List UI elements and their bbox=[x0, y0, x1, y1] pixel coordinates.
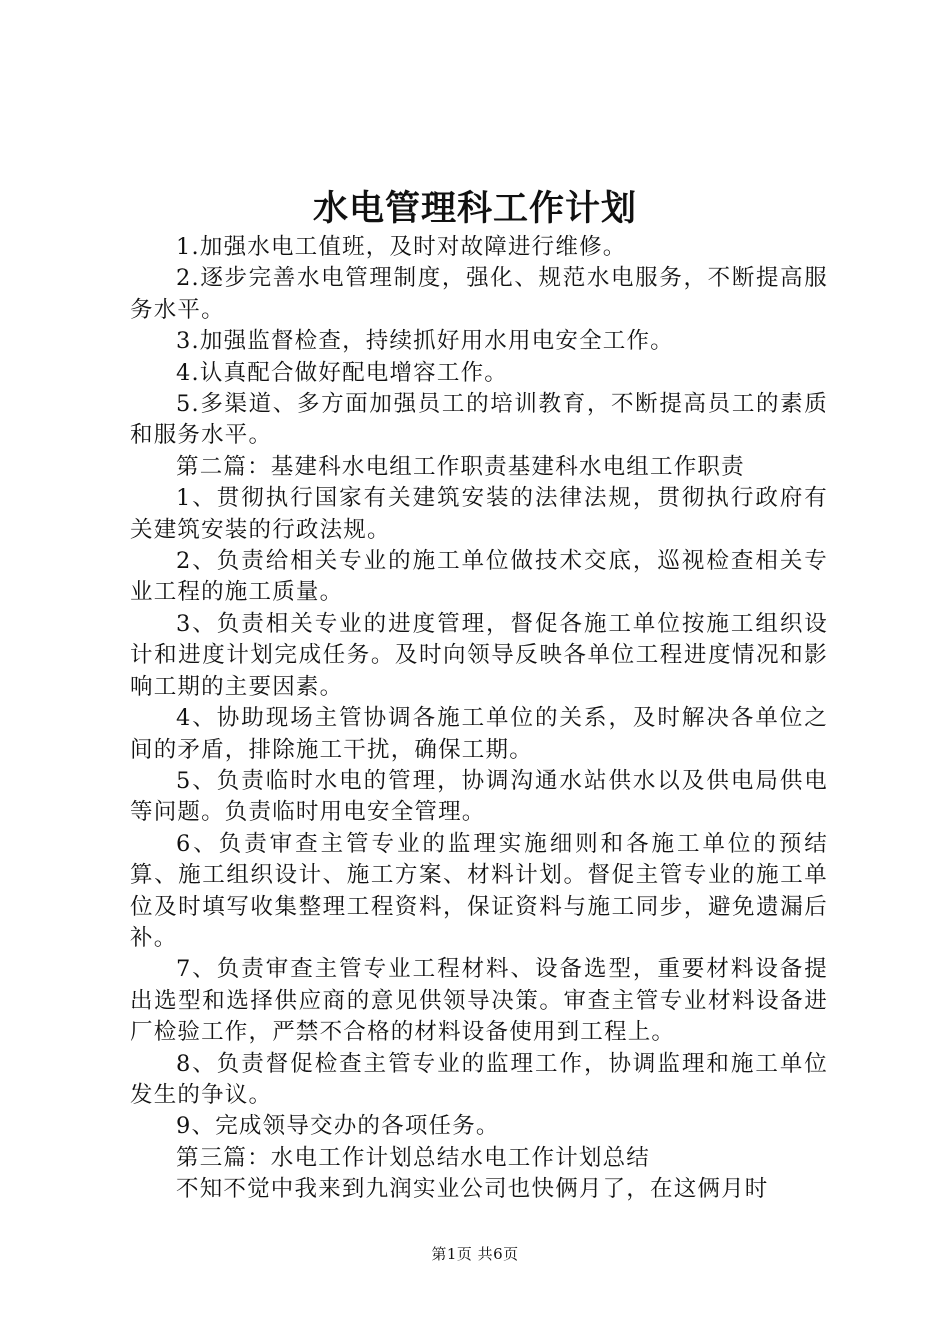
paragraph: 4、协助现场主管协调各施工单位的关系，及时解决各单位之间的矛盾，排除施工干扰，确保工期。 bbox=[130, 705, 828, 763]
paragraph: 5、负责临时水电的管理，协调沟通水站供水以及供电局供电等问题。负责临时用电安全管理。 bbox=[130, 767, 828, 826]
document-body bbox=[130, 232, 828, 1206]
paragraph: 3、负责相关专业的进度管理，督促各施工单位按施工组织设计和进度计划完成任务。及时向领导反映各单位工程进度情况和影响工期的主要因素。 bbox=[130, 610, 828, 700]
paragraph: 1.加强水电工值班，及时对故障进行维修。 bbox=[176, 234, 627, 260]
paragraph: 2.逐步完善水电管理制度，强化、规范水电服务，不断提高服务水平。 bbox=[130, 265, 828, 323]
section-heading: 第三篇：水电工作计划总结水电工作计划总结 bbox=[176, 1144, 651, 1171]
paragraph: 1、贯彻执行国家有关建筑安装的法律法规，贯彻执行政府有关建筑安装的行政法规。 bbox=[130, 485, 828, 543]
paragraph: 不知不觉中我来到九润实业公司也快俩月了，在这俩月时 bbox=[176, 1176, 769, 1203]
paragraph: 7、负责审查主管专业工程材料、设备选型，重要材料设备提出选型和选择供应商的意见供领导决策。审查主管专业材料设备进厂检验工作，严禁不合格的材料设备使用到工程上。 bbox=[130, 956, 828, 1046]
paragraph: 2、负责给相关专业的施工单位做技术交底，巡视检查相关专业工程的施工质量。 bbox=[130, 548, 828, 606]
paragraph: 4.认真配合做好配电增容工作。 bbox=[176, 359, 508, 386]
section-heading: 第二篇：基建科水电组工作职责基建科水电组工作职责 bbox=[176, 453, 745, 480]
paragraph: 8、负责督促检查主管专业的监理工作，协调监理和施工单位发生的争议。 bbox=[130, 1050, 828, 1108]
page-number-footer: 第1页 共6页 bbox=[431, 1245, 519, 1263]
document-title: 水电管理科工作计划 bbox=[312, 189, 637, 229]
paragraph: 3.加强监督检查，持续抓好用水用电安全工作。 bbox=[176, 328, 674, 355]
paragraph: 6、负责审查主管专业的监理实施细则和各施工单位的预结算、施工组织设计、施工方案、材料计划。督促主管专业的施工单位及时填写收集整理工程资料，保证资料与施工同步，避免遗漏后补。 bbox=[130, 830, 828, 951]
paragraph: 5.多渠道、多方面加强员工的培训教育，不断提高员工的素质和服务水平。 bbox=[130, 391, 828, 449]
paragraph: 9、完成领导交办的各项任务。 bbox=[176, 1113, 500, 1140]
